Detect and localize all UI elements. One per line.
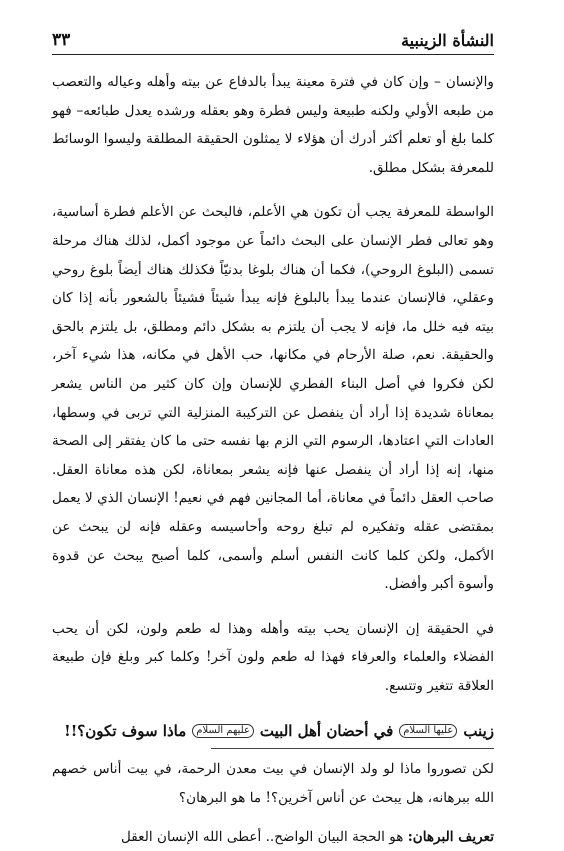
- definition-text: هو الحجة البيان الواضح.. أعطى الله الإنسان العقل: [121, 828, 408, 845]
- section-heading: [52, 716, 494, 746]
- definition-term: تعريف البرهان:: [407, 828, 494, 845]
- chapter-title: النشأة الزينبية: [401, 31, 494, 50]
- honorific-mark: عليها السلام: [399, 724, 457, 738]
- page-body: [52, 68, 494, 851]
- heading-part-2: في أحضان أهل البيت: [259, 722, 394, 741]
- heading-part-3: ماذا سوف تكون؟!!: [64, 722, 187, 741]
- paragraph-1: والإنسان – وإن كان في فترة معينة يبدأ بالدفاع عن بيته وأهله وعياله والتعصب من طبعه الأولي ولكنه طبيعة وليس فطرة وهو بعقله ورشده يعدل طبائعه– فهو كلما بلغ أو تعلم أكثر أدرك أن هؤلاء لا يمثلون الحقيقة المطلقة وليسوا الوسائط للمعرفة بشكل مطلق.: [52, 74, 494, 176]
- heading-part-1: زينب: [463, 722, 494, 741]
- running-header: [52, 30, 494, 55]
- honorific-mark-2: عليهم السلام: [192, 724, 254, 738]
- paragraph-3: في الحقيقة إن الإنسان يحب بيته وأهله وهذا له طعم ولون، لكن أن يحب الفضلاء والعلماء والعرفاء فهذا له طعم ولون آخر! وكلما كبر وبلغ فإن طبيعة العلاقة تتغير وتتسع.: [52, 620, 494, 694]
- section-paragraph: لكن تصوروا ماذا لو ولد الإنسان في بيت معدن الرحمة، في بيت أناس خصهم الله ببرهانه، هل يبحث عن أناس آخرين؟! ما هو البرهان؟: [52, 761, 494, 807]
- page-number: ٣٣: [52, 30, 71, 50]
- heading-underline: [211, 748, 494, 749]
- definition-line: [52, 823, 494, 851]
- paragraph-2: الواسطة للمعرفة يجب أن تكون هي الأعلم، فالبحث عن الأعلم فطرة أساسية، وهو تعالى فطر الإنسان على البحث دائماً عن موجود أكمل، لذلك هناك مرحلة تسمى (البلوغ الروحي)، فكما أن هناك بلوغا بدنيّاً فكذلك هناك أيضاً بلوغ روحي وعقلي، فالإنسان عندما يبدأ بالبلوغ فإنه يبدأ شيئاً فشيئاً بالشعور بأنه إذا كان بيته فيه خلل ما، فإنه لا يجب أن يلتزم به بشكل دائم ومطلق، بل يلتزم بالحق والحقيقة. نعم، صلة الأرحام في مكانها، حب الأهل في مكانه، هذا شيء آخر، لكن فكروا في أصل البناء الفطري للإنسان وإن كان كثير من الناس يشعر بمعاناة شديدة إذا أراد أن ينفصل عن التركيبة المنزلية التي تربى في وسطها، العادات التي اعتادها، الرسوم التي الزم بها نفسه حتى ما كان يفتقر إلى الصحة منها، إنه إذا أراد أن ينفصل عنها فإنه يشعر بمعاناة، لكن هذه معاناة العقل. صاحب العقل دائماً في معاناة، أما المجانين فهم في نعيم! الإنسان الذي لا يعمل بمقتضى عقله وتفكيره لم تبلغ روحه وأحاسيسه وعقله فإنه لن يبحث عن الأكمل، ولكن كلما كانت النفس أسلم وأسمى، كلما أصبح يبحث عن قدوة وأسوة أكبر وأفضل.: [52, 204, 494, 593]
